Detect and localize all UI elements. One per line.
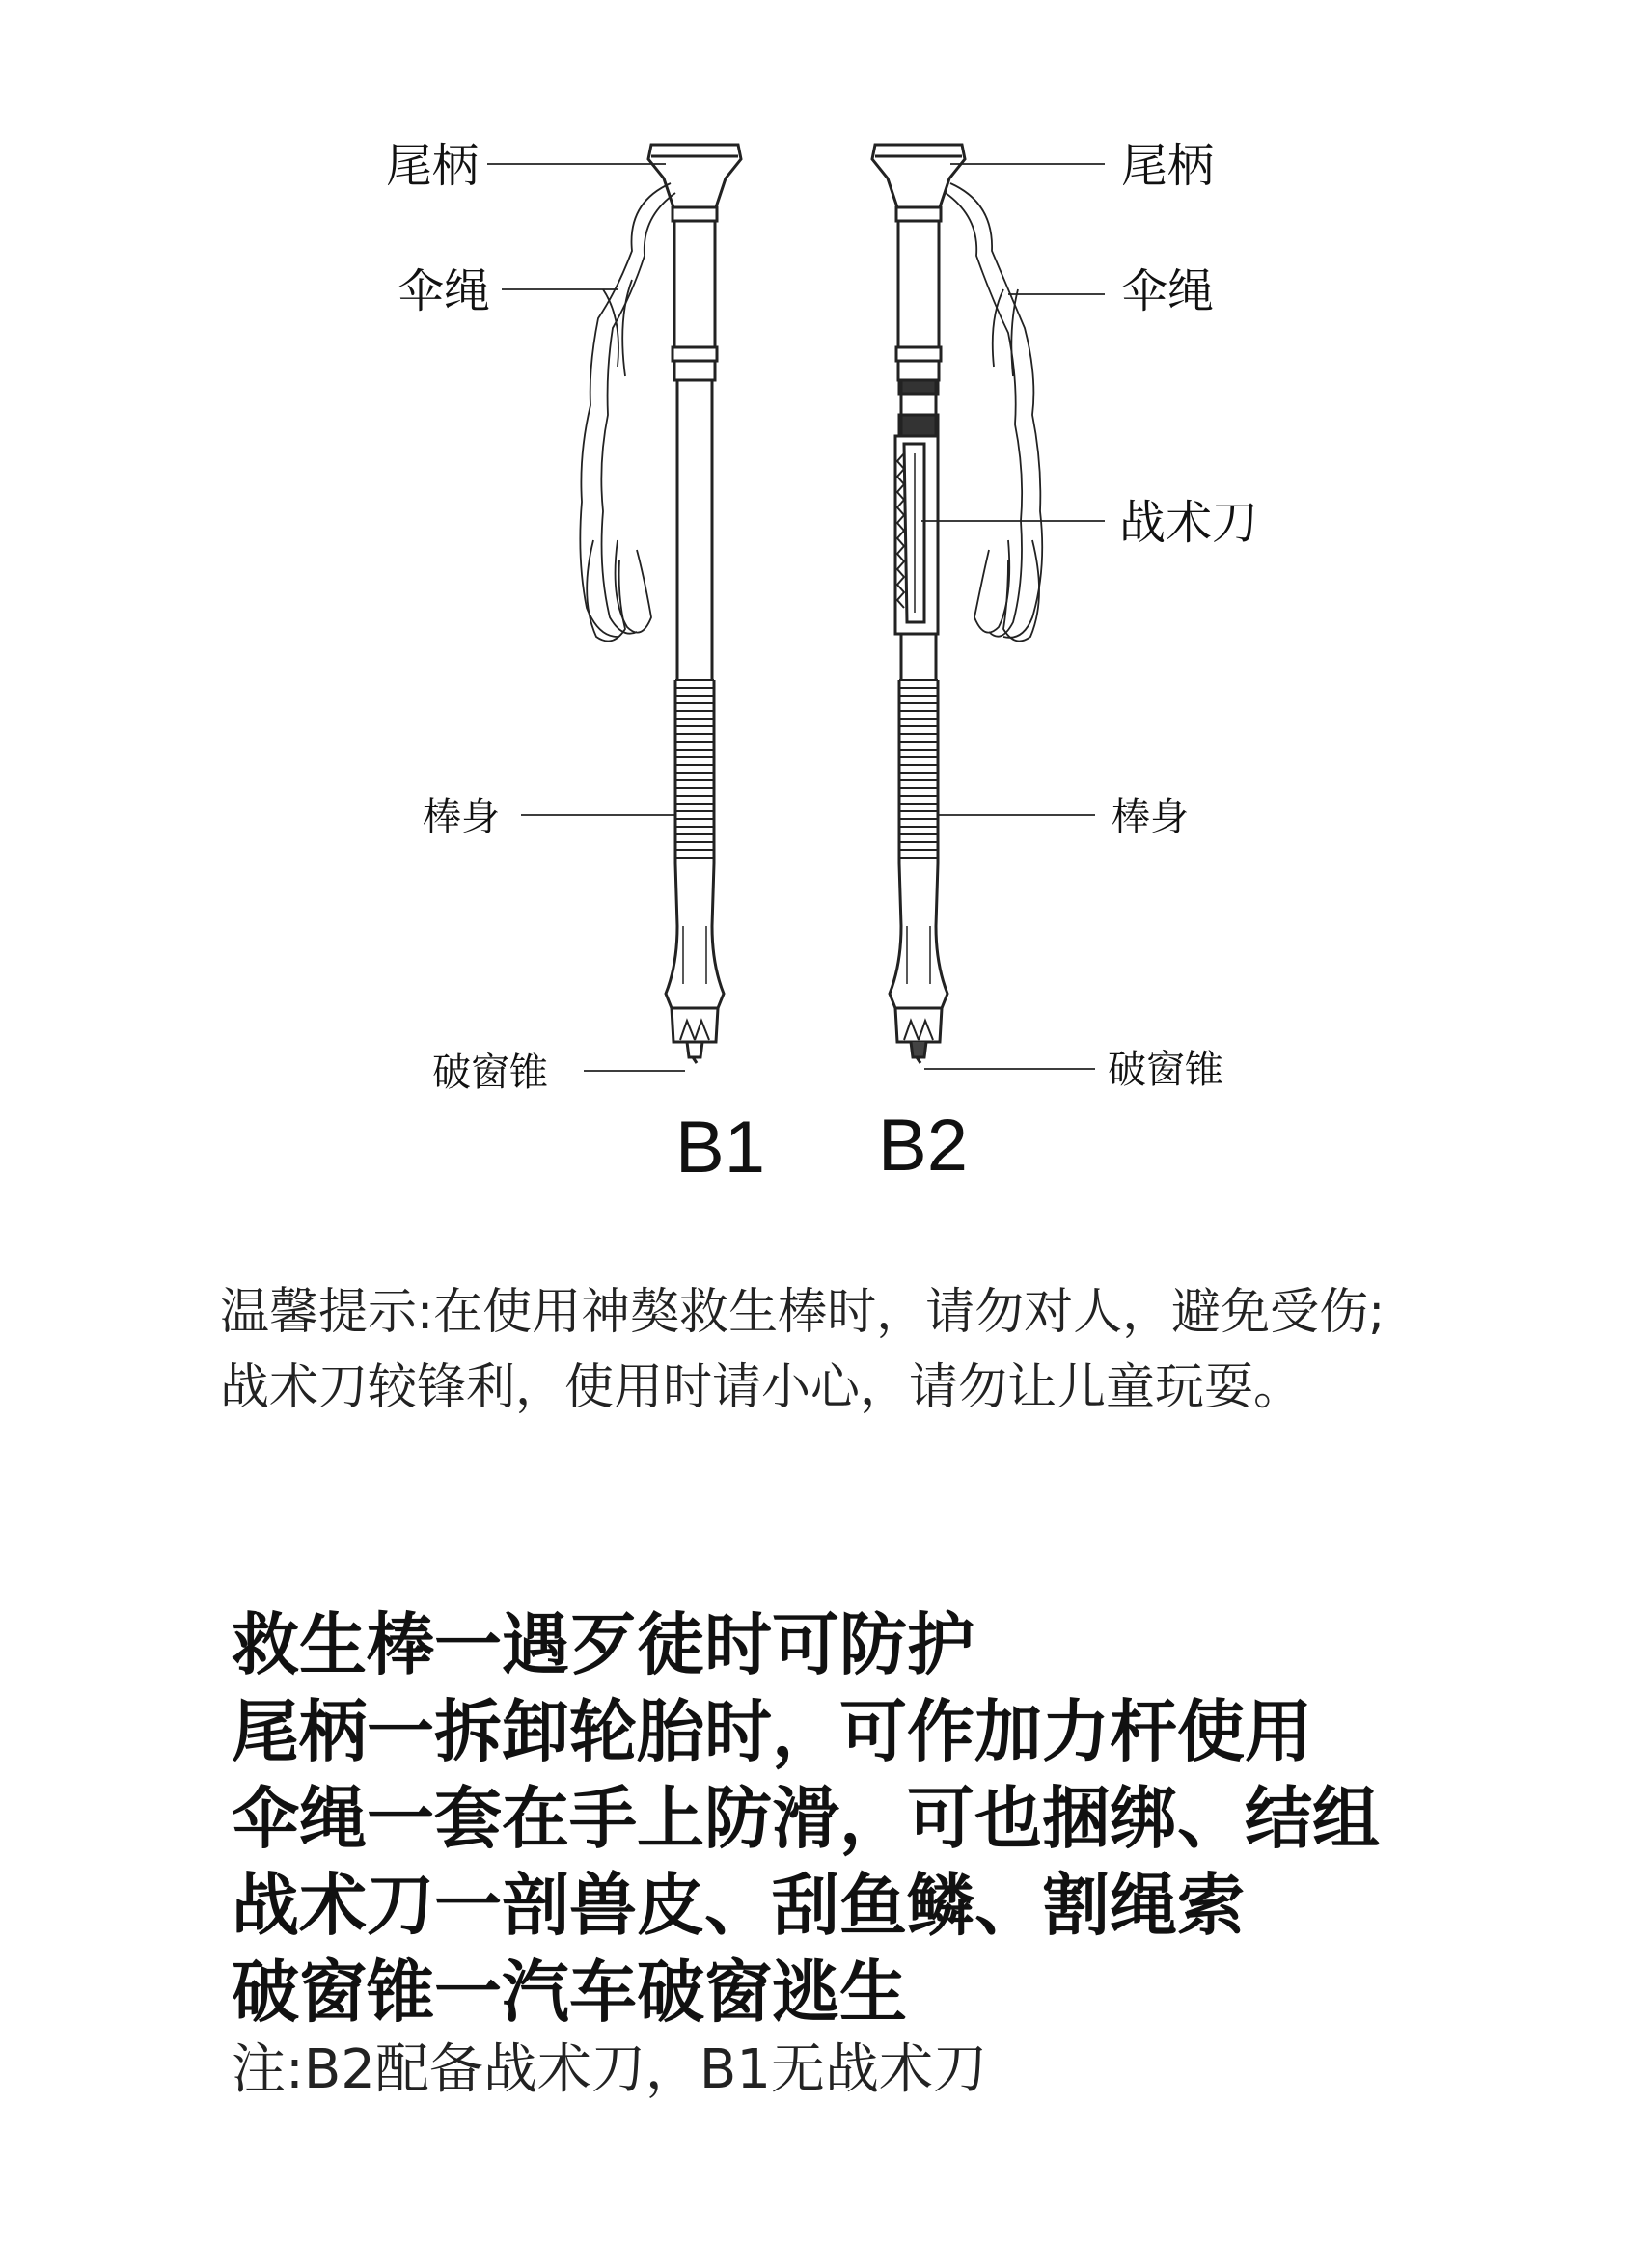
label-body-b2: 棒身 (1112, 795, 1189, 839)
label-breaker-b2: 破窗锥 (1108, 1048, 1223, 1092)
feature-breaker: 破窗锥一汽车破窗逃生 (232, 1953, 907, 2032)
warm-tip (220, 1275, 1523, 1426)
label-body-b1: 棒身 (423, 795, 500, 839)
model-label-b2: B2 (878, 1105, 968, 1187)
feature-knife: 战术刀一剖兽皮、刮鱼鳞、割绳索 (232, 1866, 1245, 1945)
model-label-b1: B1 (675, 1107, 765, 1189)
paracord-b1 (580, 183, 675, 642)
feature-cord: 伞绳一套在手上防滑，可也捆绑、结组 (232, 1779, 1380, 1858)
tactical-knife-b2 (895, 436, 938, 634)
label-tail-b1: 尾柄 (386, 139, 480, 193)
label-breaker-b1: 破窗锥 (432, 1051, 548, 1095)
paracord-b2 (946, 183, 1042, 642)
label-cord-b1: 伞绳 (398, 264, 491, 318)
model-note: 注:B2配备战术刀，B1无战术刀 (232, 2038, 987, 2101)
tip-line-1: 温馨提示:在使用神獒救生棒时，请勿对人，避免受伤; (220, 1284, 1386, 1341)
label-tail-b2: 尾柄 (1121, 139, 1215, 193)
baton-b2 (872, 145, 965, 1063)
label-cord-b2: 伞绳 (1121, 264, 1215, 318)
feature-tail: 尾柄一拆卸轮胎时，可作加力杆使用 (232, 1692, 1312, 1771)
feature-list (232, 1601, 1582, 2105)
baton-b1 (648, 145, 741, 1063)
label-knife-b2: 战术刀 (1119, 496, 1259, 550)
feature-baton: 救生棒一遇歹徒时可防护 (232, 1605, 974, 1684)
tip-line-2: 战术刀较锋利，使用时请小心，请勿让儿童玩耍。 (220, 1359, 1304, 1416)
